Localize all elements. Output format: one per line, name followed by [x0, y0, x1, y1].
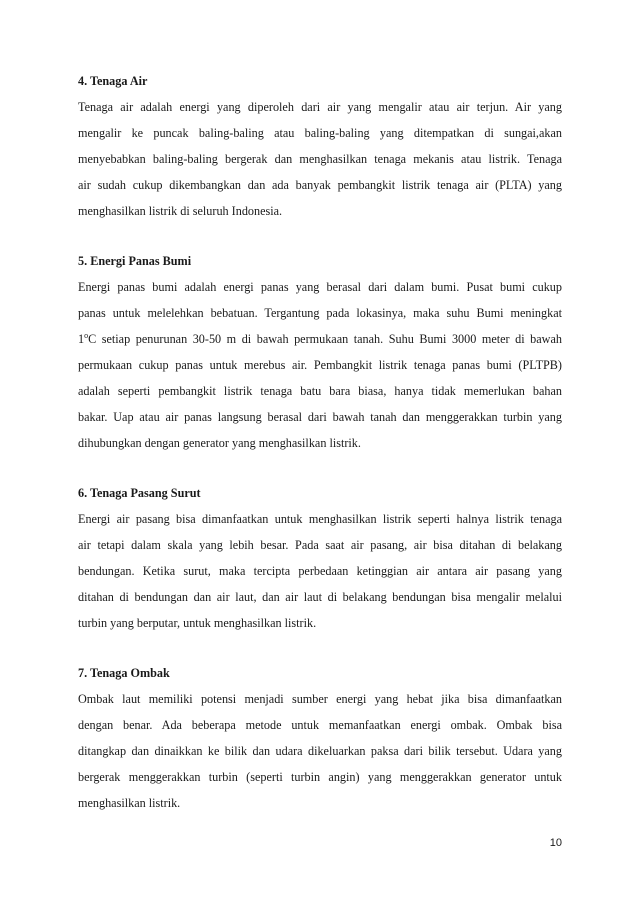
paragraph-line: menghasilkan listrik di seluruh Indonesia. — [78, 204, 283, 218]
section-heading: 5. Energi Panas Bumi — [78, 254, 192, 268]
paragraph-line: menyebabkan baling-baling bergerak dan menghasilkan tenaga mekanis atau listrik. Tenaga — [78, 152, 562, 166]
section-tenaga-air — [78, 68, 562, 224]
section-heading: 7. Tenaga Ombak — [78, 666, 170, 680]
paragraph-line: menghasilkan listrik. — [78, 796, 181, 810]
paragraph-line: Energi air pasang bisa dimanfaatkan untuk menghasilkan listrik seperti halnya listrik tenaga — [78, 512, 562, 526]
section-energi-panas-bumi — [78, 248, 562, 456]
page-number: 10 — [549, 837, 562, 849]
paragraph-line: Ombak laut memiliki potensi menjadi sumber energi yang hebat jika bisa dimanfaatkan — [78, 692, 562, 706]
section-tenaga-ombak — [78, 660, 562, 816]
paragraph-line: turbin yang berputar, untuk menghasilkan listrik. — [78, 616, 317, 630]
degree-symbol: o — [84, 330, 89, 340]
section-tenaga-pasang-surut — [78, 480, 562, 636]
paragraph-line: panas untuk melelehkan bebatuan. Tergantung pada lokasinya, maka suhu Bumi meningkat — [78, 306, 562, 320]
degree-number: 1 — [78, 332, 85, 346]
paragraph-line: bergerak menggerakkan turbin (seperti turbin angin) yang menggerakkan generator untuk — [78, 770, 562, 784]
paragraph-line: bakar. Uap atau air panas langsung berasal dari bawah tanah dan menggerakkan turbin yang — [78, 410, 562, 424]
paragraph-line: air sudah cukup dikembangkan dan ada banyak pembangkit listrik tenaga air (PLTA) yang — [78, 178, 562, 192]
section-heading: 6. Tenaga Pasang Surut — [78, 486, 201, 500]
paragraph-line: ditangkap dan dinaikkan ke bilik dan udara dikeluarkan paksa dari bilik tersebut. Udara yang — [78, 744, 562, 758]
paragraph-line: Tenaga air adalah energi yang diperoleh dari air yang mengalir atau air terjun. Air yang — [78, 100, 562, 114]
paragraph-line: dengan benar. Ada beberapa metode untuk memanfaatkan energi ombak. Ombak bisa — [78, 718, 562, 732]
paragraph-line: permukaan cukup panas untuk merebus air. Pembangkit listrik tenaga panas bumi (PLTPB) — [78, 358, 562, 372]
paragraph-line: air tetapi dalam skala yang lebih besar. Pada saat air pasang, air bisa ditahan di belakang — [78, 538, 562, 552]
section-paragraph — [78, 506, 562, 636]
section-paragraph — [78, 274, 562, 456]
paragraph-line: adalah seperti pembangkit listrik tenaga batu bara biasa, hanya tidak memerlukan bahan — [78, 384, 562, 398]
section-heading: 4. Tenaga Air — [78, 74, 148, 88]
paragraph-line: Energi panas bumi adalah energi panas yang berasal dari dalam bumi. Pusat bumi cukup — [78, 280, 562, 294]
section-paragraph — [78, 686, 562, 816]
section-paragraph — [78, 94, 562, 224]
paragraph-line: bendungan. Ketika surut, maka tercipta perbedaan ketinggian air antara air pasang yang — [78, 564, 562, 578]
paragraph-line-degree — [78, 326, 562, 352]
paragraph-line: ditahan di bendungan dan air laut, dan air laut di belakang bendungan bisa mengalir melalui — [78, 590, 562, 604]
paragraph-line: mengalir ke puncak baling-baling atau baling-baling yang ditempatkan di sungai,akan — [78, 126, 562, 140]
paragraph-line: dihubungkan dengan generator yang menghasilkan listrik. — [78, 436, 361, 450]
degree-rest: C setiap penurunan 30-50 m di bawah permukaan tanah. Suhu Bumi 3000 meter di bawah — [88, 332, 562, 346]
document-body — [78, 68, 562, 816]
